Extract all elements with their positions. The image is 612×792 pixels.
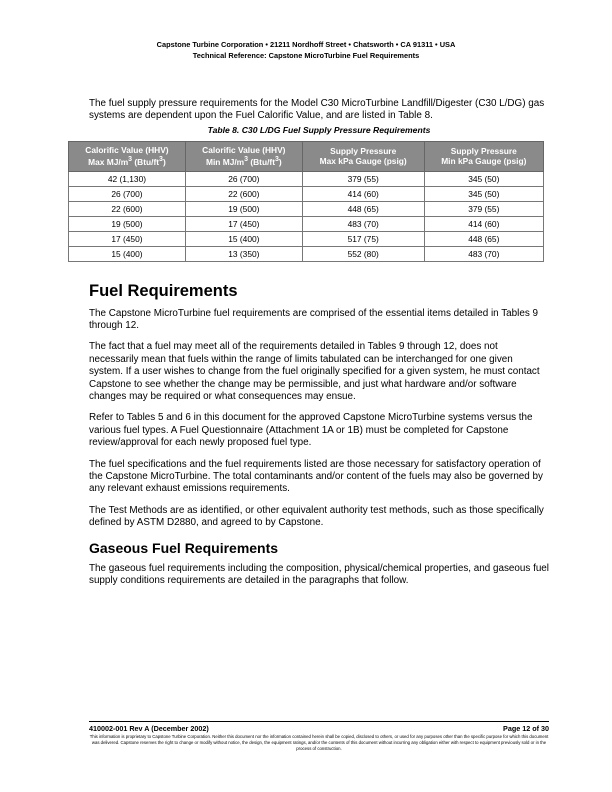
table-cell: 26 (700) — [185, 171, 302, 186]
gaseous-fuel-heading: Gaseous Fuel Requirements — [89, 539, 279, 556]
table-cell: 379 (55) — [302, 171, 424, 186]
table-cell: 483 (70) — [302, 216, 424, 231]
table-row — [69, 186, 544, 201]
body-paragraph: Refer to Tables 5 and 6 in this document for the approved Capstone MicroTurbine systems versus the various fuel types. A Fuel Questionnaire (Attachment 1A or 1B) must be completed for Capstone review/approval for each newly proposed fuel type. — [89, 412, 533, 449]
header-max-pressure: Supply Pressure Max kPa Gauge (psig) — [302, 141, 424, 171]
table-cell: 19 (500) — [185, 201, 302, 216]
header-title: Technical Reference: Capstone MicroTurbine Fuel Requirements — [192, 50, 420, 60]
table-cell: 19 (500) — [69, 216, 186, 231]
table-cell: 345 (50) — [424, 186, 543, 201]
footer-divider — [89, 721, 549, 722]
table-row — [69, 171, 544, 186]
table-cell: 17 (450) — [185, 216, 302, 231]
table-row — [69, 216, 544, 231]
table-caption: Table 8. C30 L/DG Fuel Supply Pressure Requirements — [207, 124, 431, 135]
footer-page-number: Page 12 of 30 — [503, 724, 549, 733]
header-min-calorific: Calorific Value (HHV) Min $MJ/m^3$ $(Btu/ft^3)$ — [185, 141, 302, 171]
table-cell: 22 (600) — [185, 186, 302, 201]
table-cell: 42 (1,130) — [69, 171, 186, 186]
fuel-requirements-heading: Fuel Requirements — [89, 281, 238, 300]
table-cell: 15 (400) — [69, 246, 186, 261]
body-paragraph: The Test Methods are as identified, or other equivalent authority test methods, such as those specifically defined by ASTM D2880, and agreed to by Capstone. — [89, 504, 544, 529]
table-cell: 483 (70) — [424, 246, 543, 261]
header-address: Capstone Turbine Corporation • 21211 Nordhoff Street • Chatsworth • CA 91311 • USA — [156, 40, 456, 49]
table-row — [69, 231, 544, 246]
table-cell: 345 (50) — [424, 171, 543, 186]
table-cell: 15 (400) — [185, 231, 302, 246]
page-footer — [89, 721, 549, 753]
table-cell: 26 (700) — [69, 186, 186, 201]
footer-notice: This information is proprietary to Capstone Turbine Corporation. Neither this document nor the information contained herein shall be copied, disclosed to others, or used for any purposes other than the specific purpose for which this document was delivered. Capstone reserves the right to change or modify without notice, the design, the equipment ratings, and/or the contents of this document without incurring any obligation either with respect to equipment previously sold or in the process of construction. — [89, 734, 549, 752]
table-cell: 17 (450) — [69, 231, 186, 246]
header-max-calorific: Calorific Value (HHV) Max $MJ/m^3$ $(Btu/ft^3)$ — [69, 141, 186, 171]
page-header — [0, 40, 612, 61]
table-cell: 552 (80) — [302, 246, 424, 261]
table-cell: 448 (65) — [424, 231, 543, 246]
table-cell: 13 (350) — [185, 246, 302, 261]
footer-doc-id: 410002-001 Rev A (December 2002) — [89, 724, 209, 733]
table-header-row — [69, 141, 544, 171]
table-cell: 22 (600) — [69, 201, 186, 216]
table-cell: 414 (60) — [424, 216, 543, 231]
table-cell: 448 (65) — [302, 201, 424, 216]
pressure-table — [68, 141, 544, 262]
main-content — [85, 98, 549, 597]
body-paragraph: The fact that a fuel may meet all of the requirements detailed in Tables 9 through 12, does not necessarily mean that fuels within the range of limits tabulated can be interchanged for one given system. If a user wishes to change from the fuel originally specified for a given system, he must contact Capstone to see whether the change may be permissible, and just what hardware and/or software changes may be required or what consequences may ensue. — [89, 341, 540, 403]
table-cell: 379 (55) — [424, 201, 543, 216]
body-paragraph: The fuel specifications and the fuel requirements listed are those necessary for satisfactory operation of the Capstone MicroTurbine. The total contaminants and/or content of the fuels may also be governed by any relevant exhaust emissions requirements. — [89, 458, 543, 495]
table-row — [69, 201, 544, 216]
intro-paragraph: The fuel supply pressure requirements for the Model C30 MicroTurbine Landfill/Digester (C30 L/DG) gas systems are dependent upon the Fuel Calorific Value, and are listed in Table 8. — [89, 98, 545, 122]
table-cell: 517 (75) — [302, 231, 424, 246]
header-min-pressure: Supply Pressure Min kPa Gauge (psig) — [424, 141, 543, 171]
table-row — [69, 246, 544, 261]
body-paragraph: The gaseous fuel requirements including the composition, physical/chemical properties, and gaseous fuel supply conditions requirements are detailed in the paragraphs that follow. — [89, 562, 549, 587]
table-cell: 414 (60) — [302, 186, 424, 201]
body-paragraph: The Capstone MicroTurbine fuel requirements are comprised of the essential items detailed in Tables 9 through 12. — [89, 307, 538, 332]
